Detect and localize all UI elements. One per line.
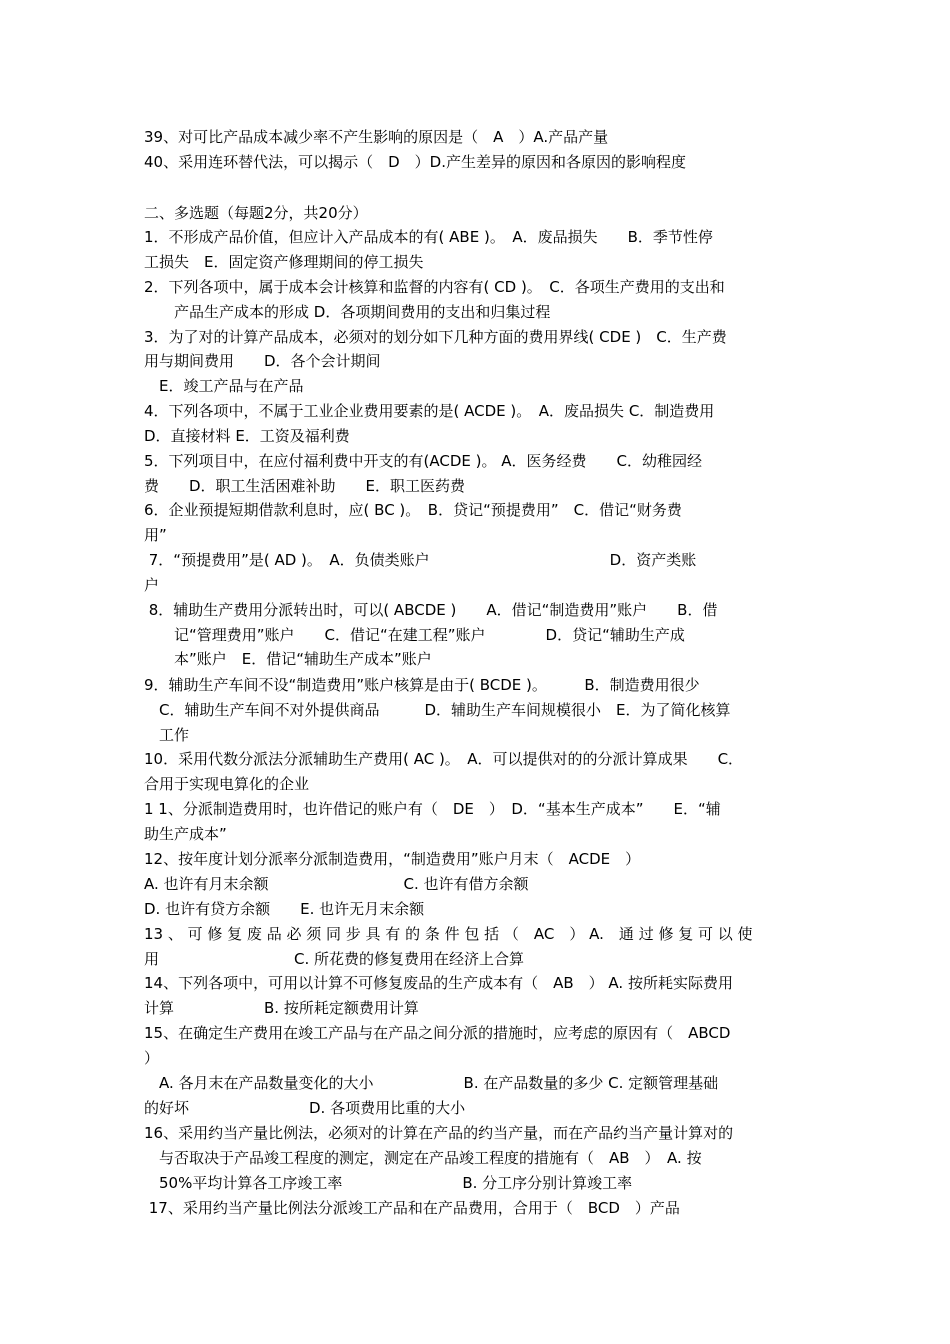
text-line: 15、在确定生产费用在竣工产品与在产品之间分派的措施时，应考虑的原因有（ ABCD bbox=[144, 1024, 731, 1042]
text-line: E．竣工产品与在产品 bbox=[144, 377, 304, 395]
text-line: 合用于实现电算化的企业 bbox=[144, 775, 310, 793]
text-line: A. 也许有月末余额 C. 也许有借方余额 bbox=[144, 875, 529, 893]
text-line: 4．下列各项中，不属于工业企业费用要素的是( ACDE )。 A．废品损失 C．制造费用 bbox=[144, 402, 715, 420]
text-line: 的好坏 D. 各项费用比重的大小 bbox=[144, 1099, 466, 1117]
text-line: C．辅助生产车间不对外提供商品 D．辅助生产车间规模很小 E．为了简化核算 bbox=[144, 701, 731, 719]
text-line: 5．下列项目中，在应付福利费中开支的有(ACDE )。 A．医务经费 C．幼稚园经 bbox=[144, 452, 703, 470]
text-line: 助生产成本” bbox=[144, 825, 227, 843]
text-line: 工损失 E．固定资产修理期间的停工损失 bbox=[144, 253, 424, 271]
text-line: 8．辅助生产费用分派转出时，可以( ABCDE ) A．借记“制造费用”账户 B．借 bbox=[144, 601, 718, 619]
text-line: 记“管理费用”账户 C．借记“在建工程”账户 D．贷记“辅助生产成 bbox=[144, 626, 685, 644]
text-line: 50%平均计算各工序竣工率 B. 分工序分别计算竣工率 bbox=[144, 1174, 633, 1192]
text-line: 用与期间费用 D．各个会计期间 bbox=[144, 352, 381, 370]
text-line: 10．采用代数分派法分派辅助生产费用( AC )。 A．可以提供对的的分派计算成果 C． bbox=[144, 750, 744, 768]
text-line: 户 bbox=[144, 576, 160, 594]
text-line: ） bbox=[144, 1049, 160, 1067]
text-line: 2．下列各项中，属于成本会计核算和监督的内容有( CD )。 C．各项生产费用的支出和 bbox=[144, 278, 725, 296]
text-line: 14、下列各项中，可用以计算不可修复废品的生产成本有（ AB ） A. 按所耗实际费用 bbox=[144, 974, 733, 992]
text-line: 16、采用约当产量比例法，必须对的计算在产品的约当产量，而在产品约当产量计算对的 bbox=[144, 1124, 734, 1142]
text-line: 1 1、分派制造费用时，也许借记的账户有（ DE ） D．“基本生产成本” E．“辅 bbox=[144, 800, 721, 818]
section-heading: 二、多选题（每题2分，共20分） bbox=[144, 204, 368, 222]
text-line: 39、对可比产品成本减少率不产生影响的原因是（ A ）A.产品产量 bbox=[144, 128, 609, 146]
text-line: 与否取决于产品竣工程度的测定，测定在产品竣工程度的措施有（ AB ） A. 按 bbox=[144, 1149, 702, 1167]
text-line: 1．不形成产品价值，但应计入产品成本的有( ABE )。 A．废品损失 B．季节性停 bbox=[144, 228, 713, 246]
text-line: 用” bbox=[144, 526, 167, 544]
text-line: A. 各月末在产品数量变化的大小 B. 在产品数量的多少 C. 定额管理基础 bbox=[144, 1074, 719, 1092]
text-line: 本”账户 E．借记“辅助生产成本”账户 bbox=[144, 650, 432, 668]
text-line: D．直接材料 E．工资及福利费 bbox=[144, 427, 350, 445]
text-line: 费 D．职工生活困难补助 E．职工医药费 bbox=[144, 477, 466, 495]
text-line: 6．企业预提短期借款利息时，应( BC )。 B．贷记“预提费用” C．借记“财务费 bbox=[144, 501, 682, 519]
text-line: 9．辅助生产车间不设“制造费用”账户核算是由于( BCDE )。 B．制造费用很少 bbox=[144, 676, 700, 694]
text-line: 计算 B. 按所耗定额费用计算 bbox=[144, 999, 419, 1017]
text-line: 7．“预提费用”是( AD )。 A．负债类账户 D．资产类账 bbox=[144, 551, 697, 569]
text-line: 工作 bbox=[144, 726, 190, 744]
text-line: 12、按年度计划分派率分派制造费用，“制造费用”账户月末（ ACDE ） bbox=[144, 850, 641, 868]
text-line: D. 也许有贷方余额 E. 也许无月末余额 bbox=[144, 900, 425, 918]
text-line: 13 、 可 修 复 废 品 必 须 同 步 具 有 的 条 件 包 括 （ AC ） A. 通 过 修 复 可 以 使 bbox=[144, 925, 753, 943]
text-line: 3．为了对的计算产品成本，必须对的划分如下几种方面的费用界线( CDE ) C．生产费 bbox=[144, 328, 727, 346]
text-line: 产品生产成本的形成 D．各项期间费用的支出和归集过程 bbox=[144, 303, 551, 321]
text-line: 用 C. 所花费的修复费用在经济上合算 bbox=[144, 950, 525, 968]
text-line: 40、采用连环替代法，可以揭示（ D ）D.产生差异的原因和各原因的影响程度 bbox=[144, 153, 686, 171]
text-line: 17、采用约当产量比例法分派竣工产品和在产品费用，合用于（ BCD ）产品 bbox=[144, 1199, 680, 1217]
